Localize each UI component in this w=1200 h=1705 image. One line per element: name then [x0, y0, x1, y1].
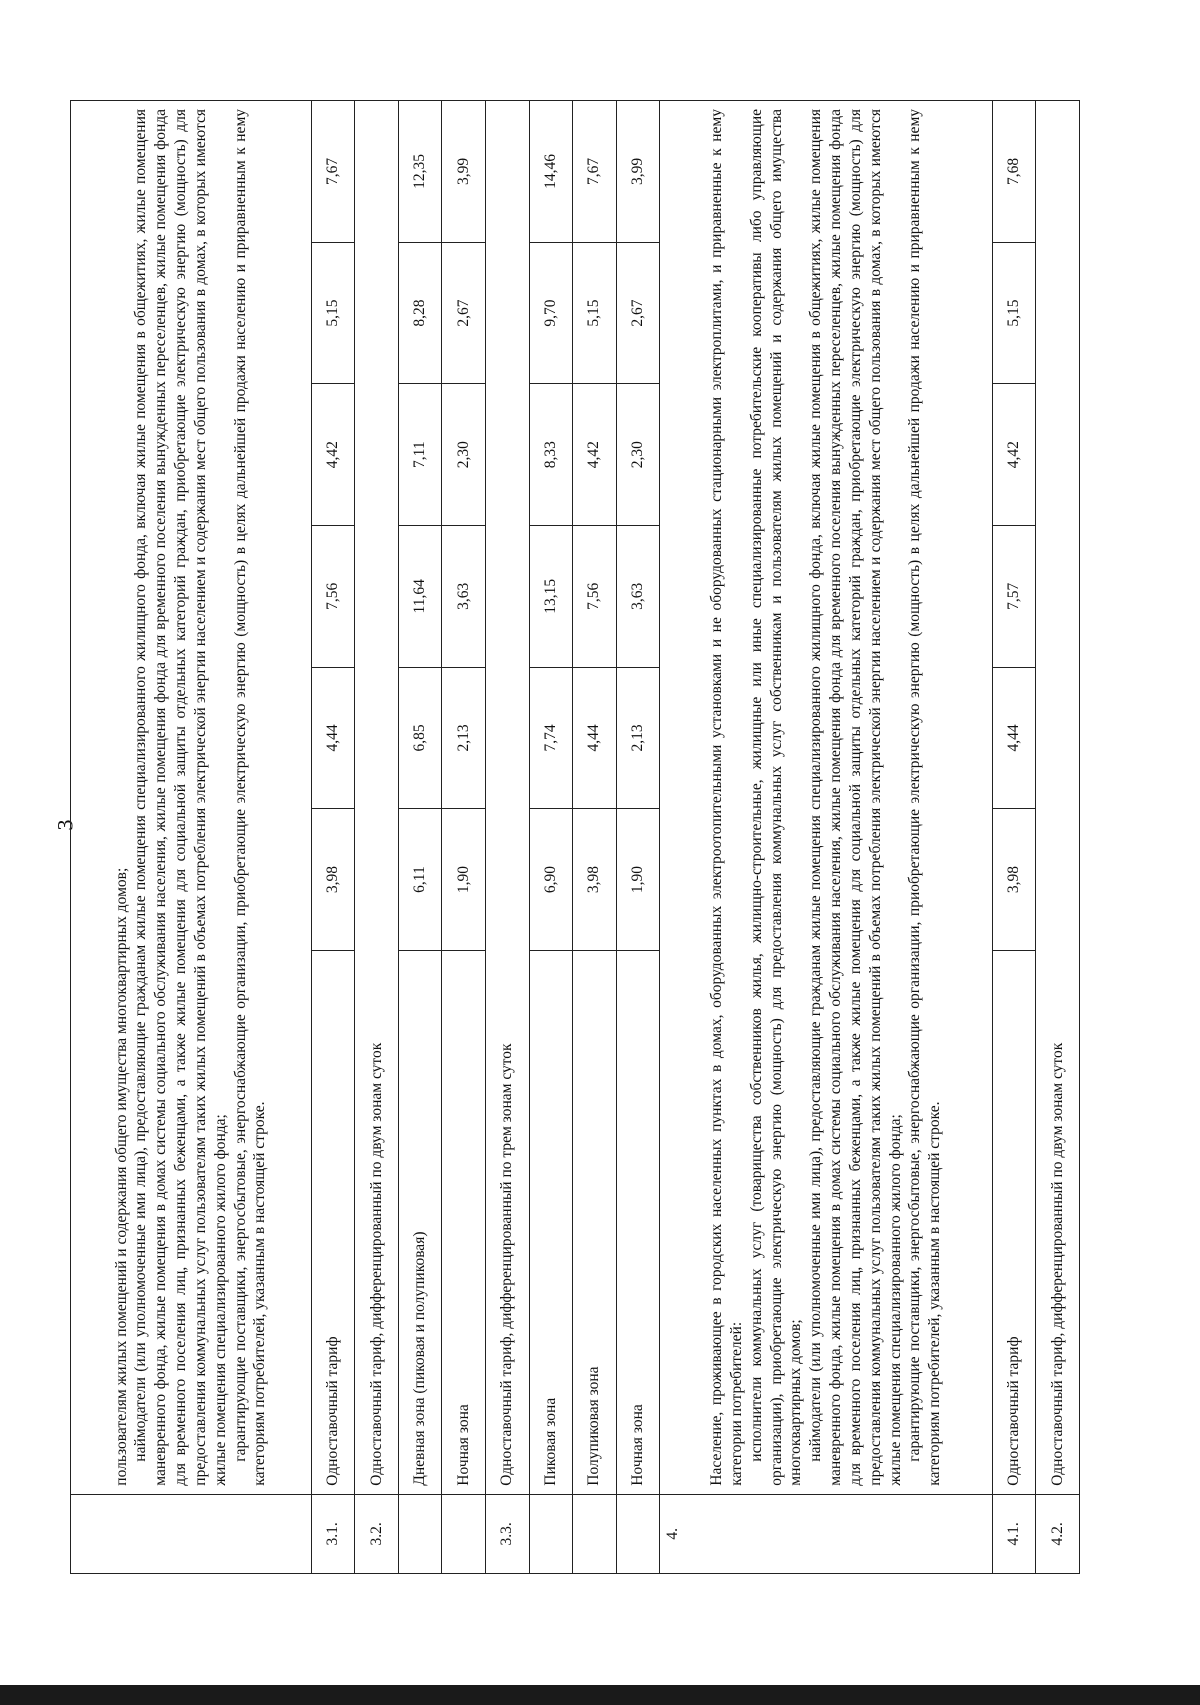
- tariff-value: 6,85: [398, 667, 442, 809]
- tariff-value: 3,98: [992, 809, 1036, 951]
- row-number: [529, 1494, 573, 1573]
- tariff-value: 5,15: [573, 242, 617, 384]
- table-row: [529, 101, 573, 1574]
- tariff-value: 4,42: [573, 384, 617, 526]
- intro-paragraph: наймодатели (или уполномоченные ими лица), предоставляющие гражданам жилые помещения специализированного жилищного фонда, включая жилые помещения в общежитиях, жилые помещения маневренного фонда, жилые помещения в домах системы социального обслуживания населения, жилые помещения фонда для временного поселения вынужденных переселенцев, жилые помещения фонда для временного поселения лиц, признанных беженцами, а также жилые помещения для социальной защиты отдельных категорий граждан, приобретающие электрическую энергию (мощность) для предоставления коммунальных услуг пользователям таких жилых помещений в объемах потребления электрической энергии населением и содержания мест общего пользования в домах, в которых имеются жилые помещения специализированного жилого фонда;: [132, 109, 229, 1486]
- tariff-value: 11,64: [398, 525, 442, 667]
- table-row: [355, 101, 399, 1574]
- row-number: 3.1.: [311, 1494, 355, 1573]
- tariff-value: 2,13: [442, 667, 486, 809]
- row-number: 4.: [660, 1494, 993, 1573]
- table-row: [311, 101, 355, 1574]
- intro-num-cell: [71, 1494, 312, 1573]
- tariff-value: 3,63: [442, 525, 486, 667]
- tariff-value: 1,90: [442, 809, 486, 951]
- tariff-value: 1,90: [616, 809, 660, 951]
- row-label: Ночная зона: [442, 950, 486, 1494]
- row-label: Полупиковая зона: [573, 950, 617, 1494]
- tariff-value: 9,70: [529, 242, 573, 384]
- row-number: [573, 1494, 617, 1573]
- tariff-table: [70, 100, 1080, 1574]
- table-row: [442, 101, 486, 1574]
- row-label: Ночная зона: [616, 950, 660, 1494]
- row-label: Дневная зона (пиковая и полупиковая): [398, 950, 442, 1494]
- intro-text-cell: [71, 101, 312, 1495]
- row-label: Одноставочный тариф, дифференцированный по двум зонам суток: [1036, 101, 1080, 1495]
- tariff-value: 7,56: [573, 525, 617, 667]
- tariff-value: 5,15: [992, 242, 1036, 384]
- row-label: Одноставочный тариф, дифференцированный по трем зонам суток: [486, 101, 530, 1495]
- tariff-value: 8,28: [398, 242, 442, 384]
- section4-paragraph: Население, проживающее в городских населенных пунктах в домах, оборудованных электроотопительными установками и не оборудованных стационарными электроплитами, и приравненные к нему категории потребителей:: [708, 109, 745, 1486]
- row-number: [398, 1494, 442, 1573]
- tariff-value: 7,11: [398, 384, 442, 526]
- row-label: Одноставочный тариф, дифференцированный по двум зонам суток: [355, 101, 399, 1495]
- section4-paragraph: гарантирующие поставщики, энергосбытовые, энергоснабжающие организации, приобретающие электрическую энергию (мощность) в целях дальнейшей продажи населению и приравненным к нему категориям потребителей, указанным в настоящей строке.: [906, 109, 944, 1486]
- tariff-value: 3,63: [616, 525, 660, 667]
- scan-bottom-edge: [0, 1685, 1200, 1705]
- tariff-value: 7,68: [992, 101, 1036, 243]
- table-row: [1036, 101, 1080, 1574]
- table-row: [992, 101, 1036, 1574]
- rotated-page: [70, 100, 1080, 1574]
- row-number: 4.2.: [1036, 1494, 1080, 1573]
- tariff-value: 6,90: [529, 809, 573, 951]
- tariff-value: 7,56: [311, 525, 355, 667]
- table-row: [486, 101, 530, 1574]
- tariff-value: 12,35: [398, 101, 442, 243]
- tariff-value: 3,99: [442, 101, 486, 243]
- tariff-value: 4,44: [311, 667, 355, 809]
- tariff-value: 4,44: [573, 667, 617, 809]
- tariff-value: 2,67: [616, 242, 660, 384]
- table-row: [616, 101, 660, 1574]
- tariff-value: 7,57: [992, 525, 1036, 667]
- tariff-value: 14,46: [529, 101, 573, 243]
- tariff-value: 2,30: [616, 384, 660, 526]
- tariff-value: 7,67: [573, 101, 617, 243]
- row-number: 4.1.: [992, 1494, 1036, 1573]
- tariff-value: 4,44: [992, 667, 1036, 809]
- tariff-value: 7,74: [529, 667, 573, 809]
- row-number: 3.2.: [355, 1494, 399, 1573]
- tariff-value: 3,98: [311, 809, 355, 951]
- intro-paragraph: пользователям жилых помещений и содержания общего имущества многоквартирных домов;: [112, 867, 130, 1486]
- tariff-value: 4,42: [992, 384, 1036, 526]
- row-number: [442, 1494, 486, 1573]
- section4-row: [660, 101, 993, 1574]
- row-label: Пиковая зона: [529, 950, 573, 1494]
- tariff-value: 7,67: [311, 101, 355, 243]
- section4-text-cell: [660, 101, 993, 1495]
- row-number: [616, 1494, 660, 1573]
- section4-paragraph: наймодатели (или уполномоченные ими лица), предоставляющие гражданам жилые помещения специализированного жилищного фонда, включая жилые помещения в общежитиях, жилые помещения маневренного фонда, жилые помещения в домах системы социального обслуживания населения, жилые помещения фонда для временного поселения вынужденных переселенцев, жилые помещения фонда для временного поселения лиц, признанных беженцами, а также жилые помещения для социальной защиты отдельных категорий граждан, приобретающие электрическую энергию (мощность) для предоставления коммунальных услуг пользователям таких жилых помещений в объемах потребления электрической энергии населением и содержания мест общего пользования в домах, в которых имеются жилые помещения специализированного жилого фонда;: [807, 109, 904, 1486]
- tariff-value: 5,15: [311, 242, 355, 384]
- tariff-value: 6,11: [398, 809, 442, 951]
- row-label: Одноставочный тариф: [992, 950, 1036, 1494]
- section4-paragraph: исполнители коммунальных услуг (товарищества собственников жилья, жилищно-строительные, жилищные или иные специализированные потребительские кооперативы либо управляющие организации), приобретающие электрическую энергию (мощность) для предоставления коммунальных услуг собственникам и пользователям жилых помещений и содержания общего имущества многоквартирных домов;: [747, 109, 805, 1486]
- page-number: 3: [52, 819, 78, 831]
- table-row: [398, 101, 442, 1574]
- intro-paragraph: гарантирующие поставщики, энергосбытовые, энергоснабжающие организации, приобретающие электрическую энергию (мощность) в целях дальнейшей продажи населению и приравненным к нему категориям потребителей, указанным в настоящей строке.: [231, 109, 269, 1486]
- tariff-value: 13,15: [529, 525, 573, 667]
- intro-row: [71, 101, 312, 1574]
- tariff-value: 4,42: [311, 384, 355, 526]
- tariff-value: 3,99: [616, 101, 660, 243]
- tariff-value: 8,33: [529, 384, 573, 526]
- tariff-value: 3,98: [573, 809, 617, 951]
- row-label: Одноставочный тариф: [311, 950, 355, 1494]
- tariff-value: 2,30: [442, 384, 486, 526]
- table-row: [573, 101, 617, 1574]
- tariff-value: 2,67: [442, 242, 486, 384]
- row-number: 3.3.: [486, 1494, 530, 1573]
- tariff-value: 2,13: [616, 667, 660, 809]
